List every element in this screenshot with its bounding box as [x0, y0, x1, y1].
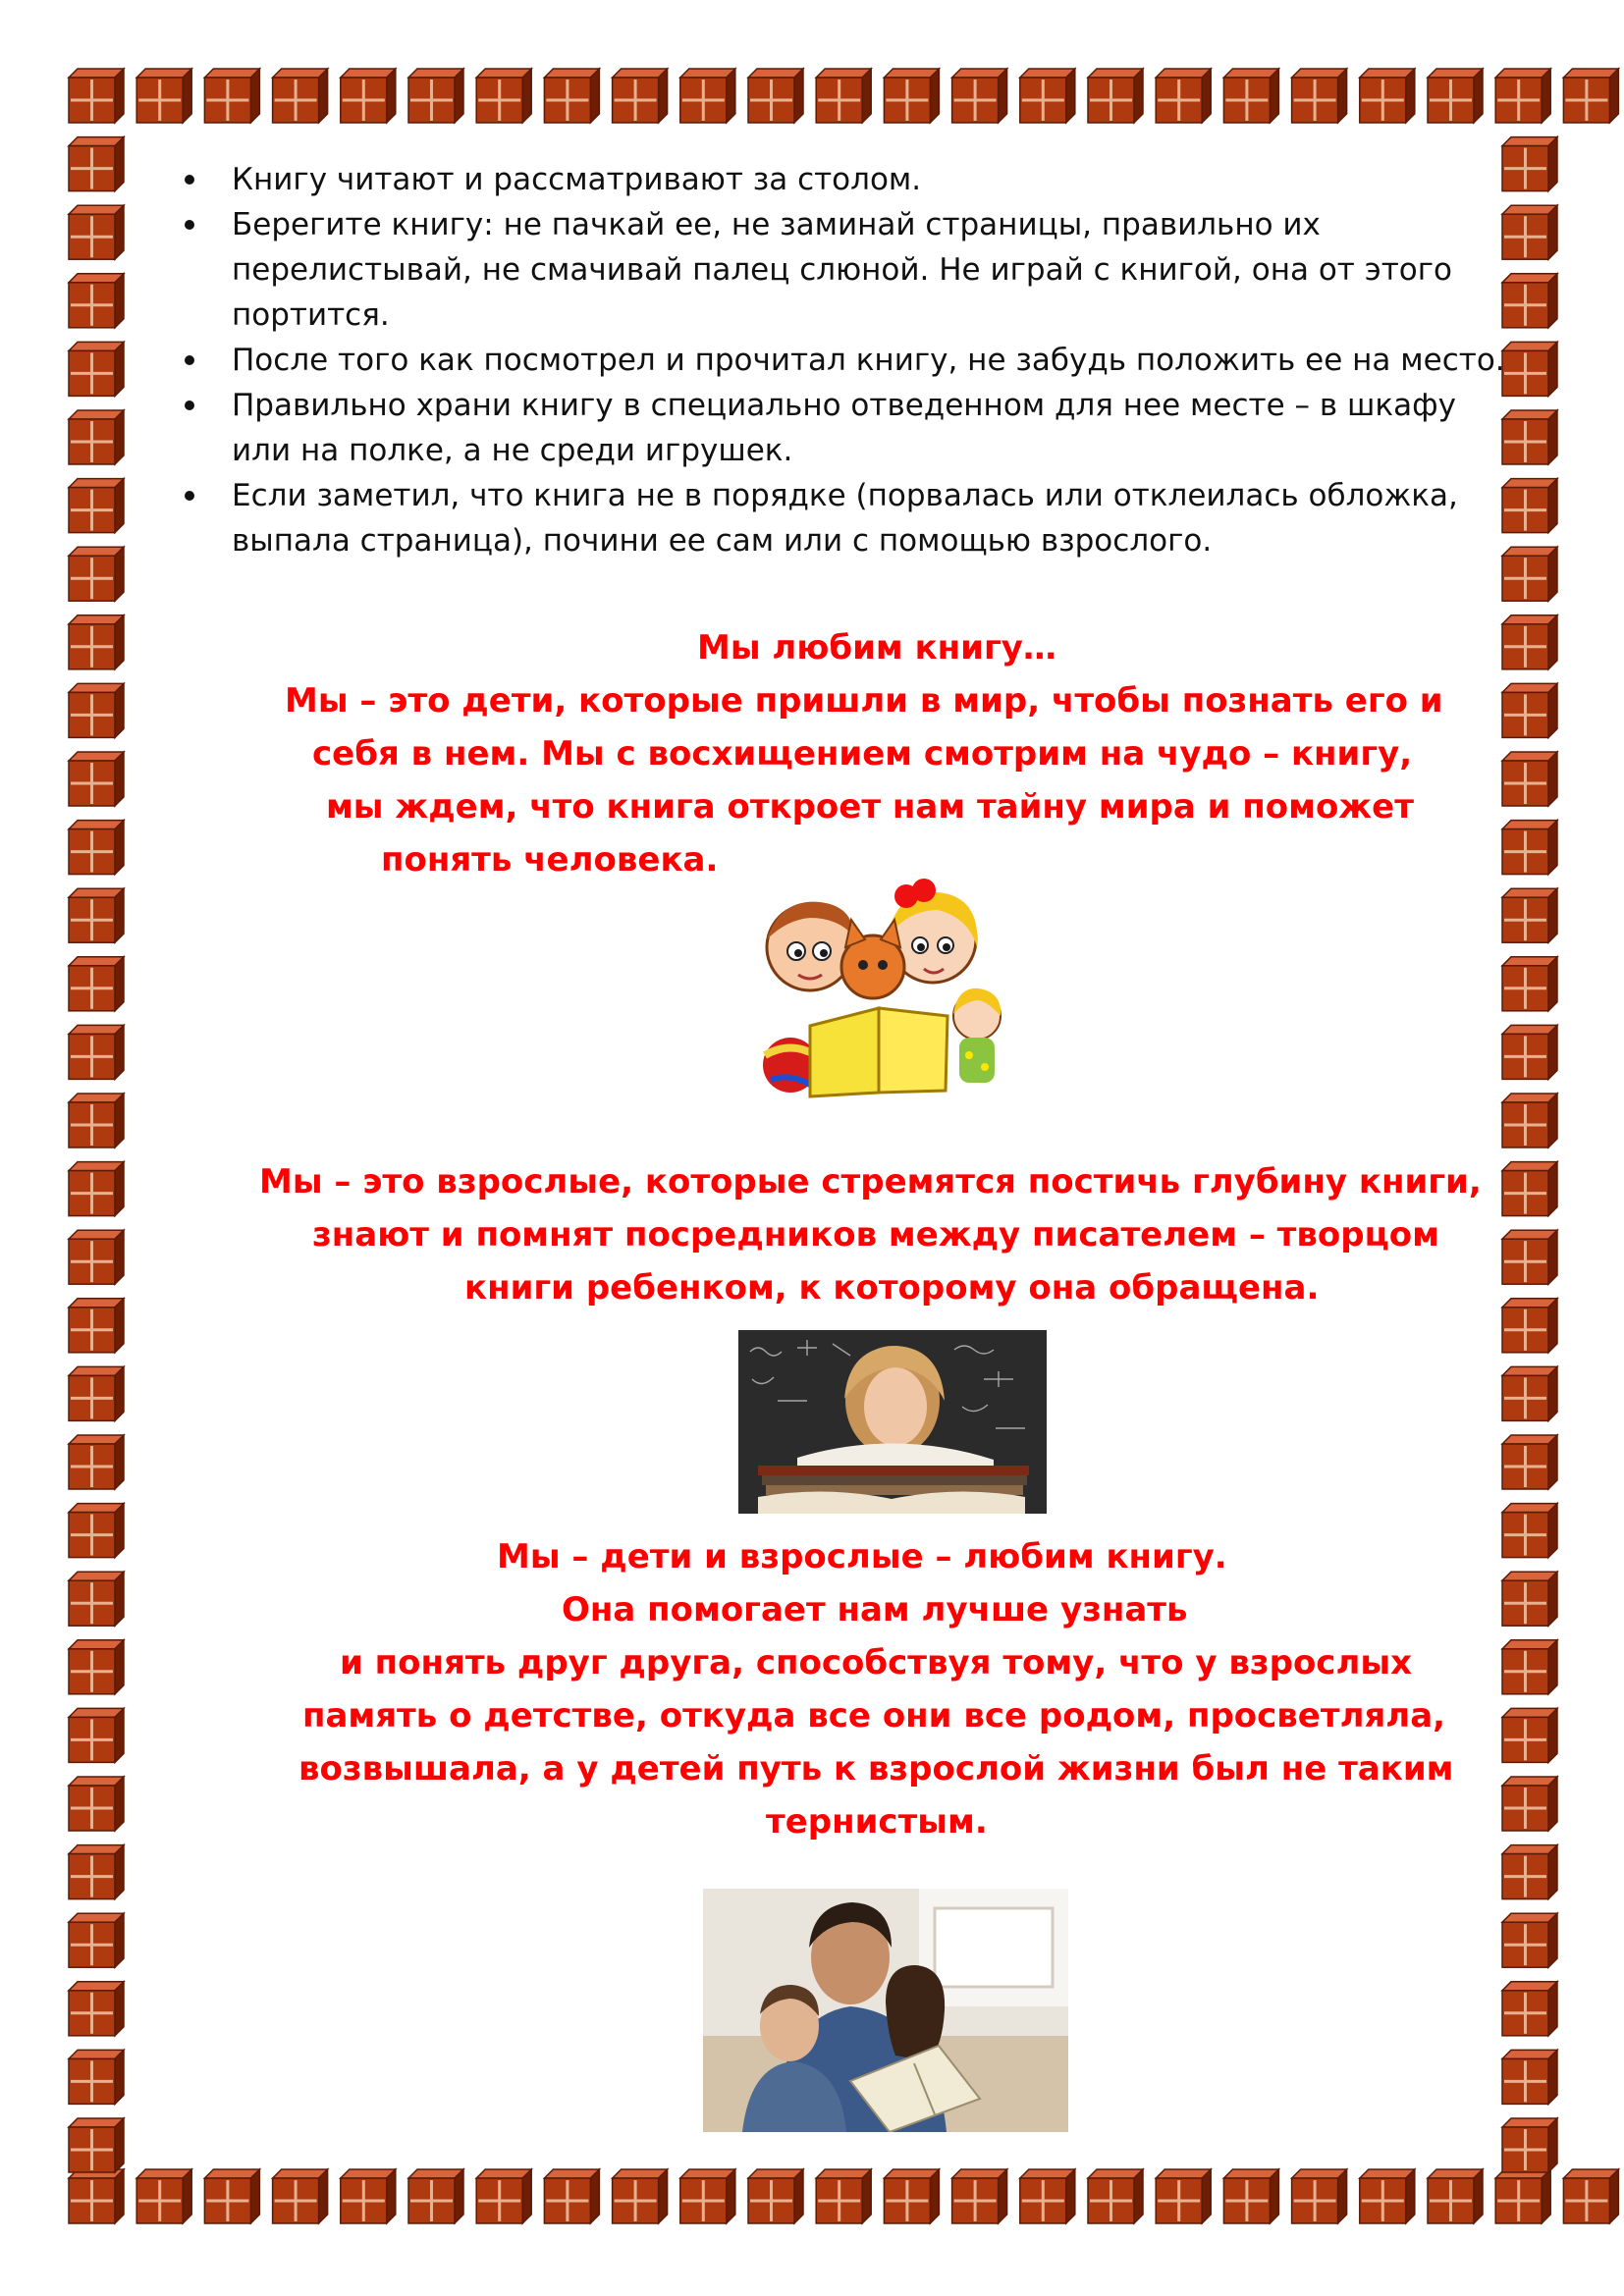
- section1-text-line: мы ждем, что книга откроет нам тайну мира и поможет: [326, 787, 1414, 827]
- section1-heading: Мы любим книгу…: [697, 628, 1056, 667]
- bullet-icon: [185, 400, 194, 410]
- bullet-icon: [185, 220, 194, 230]
- section3-text-line: тернистым.: [766, 1802, 988, 1842]
- section3-text-line: возвышала, а у детей путь к взрослой жизни был не таким: [298, 1749, 1454, 1789]
- rule-item: После того как посмотрел и прочитал книгу, не забудь положить ее на место.: [175, 338, 1510, 383]
- section2-text-line: Мы – это взрослые, которые стремятся постичь глубину книги,: [259, 1162, 1482, 1201]
- section2-text-line: знают и помнят посредников между писателем – творцом: [312, 1215, 1439, 1255]
- bullet-icon: [185, 355, 194, 365]
- section1-text-line: понять человека.: [381, 840, 719, 880]
- rule-item: Если заметил, что книга не в порядке (порвалась или отклеилась обложка, выпала страница), почини ее сам или с помощью взрослого.: [175, 473, 1510, 563]
- section3-text-line: память о детстве, откуда все они все родом, просветляла,: [302, 1696, 1446, 1735]
- bullet-icon: [185, 175, 194, 185]
- section3-text-line: Она помогает нам лучше узнать: [562, 1590, 1188, 1629]
- section3-text-line: и понять друг друга, способствуя тому, что у взрослых: [340, 1643, 1413, 1682]
- rule-item: Книгу читают и рассматривают за столом.: [175, 157, 1510, 202]
- rule-item: Правильно храни книгу в специально отведенном для нее месте – в шкафу или на полке, а не среди игрушек.: [175, 383, 1510, 473]
- section3-text-line: Мы – дети и взрослые – любим книгу.: [497, 1537, 1227, 1576]
- kids-reading-illustration: [751, 879, 1011, 1099]
- family-reading-photo: [703, 1889, 1068, 2132]
- section1-text-line: Мы – это дети, которые пришли в мир, чтобы познать его и: [285, 681, 1443, 721]
- bullet-icon: [185, 491, 194, 501]
- rule-item: Берегите книгу: не пачкай ее, не заминай страницы, правильно их перелистывай, не смачивай палец слюной. Не играй с книгой, она от этого портится.: [175, 202, 1510, 338]
- girl-with-books-photo: [738, 1330, 1047, 1514]
- section1-text-line: себя в нем. Мы с восхищением смотрим на чудо – книгу,: [312, 734, 1413, 774]
- book-care-rules-list: [175, 157, 1510, 563]
- section2-text-line: книги ребенком, к которому она обращена.: [464, 1268, 1320, 1308]
